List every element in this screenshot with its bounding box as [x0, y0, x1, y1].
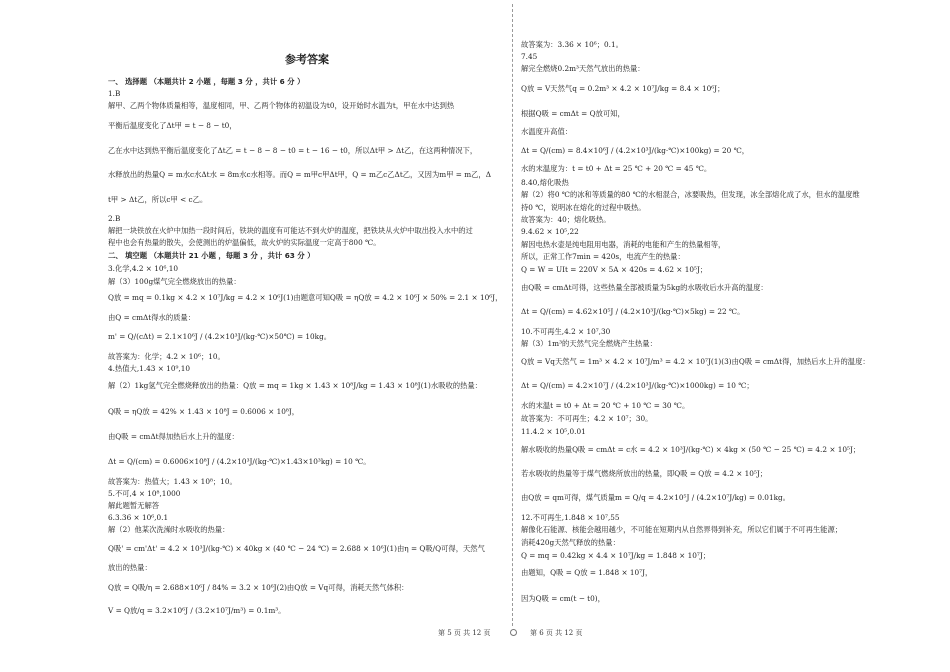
formula-line: Δt = Q/(cm) = 4.2×10⁷J / (4.2×10³J/(kg·℃)×1000kg) = 10 ℃； [521, 381, 754, 390]
solution-text: 由Q吸 = cmΔt得加热后水上升的温度： [108, 432, 239, 441]
solution-text: 解像化石能源、核能会越用越少，不可能在短期内从自然界得到补充，所以它们属于不可再生能源； [521, 525, 843, 534]
formula-line: Q吸 = ηQ放 = 42% × 1.43 × 10⁸J = 0.6006 × 10⁸J， [108, 407, 300, 416]
answer-3: 3.化学,4.2 × 10⁶,10 [108, 264, 179, 273]
formula-line: m' = Q/(cΔt) = 2.1×10⁶J / (4.2×10³J/(kg·℃)×50℃) = 10kg。 [108, 332, 332, 341]
solution-text: 解甲、乙两个物体质量相等，温度相同，甲、乙两个物体的初温设为t0，设开始时水温为t，甲在水中达到热 [108, 101, 455, 110]
solution-text: 由题知，Q吸 = Q放 = 1.848 × 10⁷J， [521, 568, 653, 577]
solution-text: 消耗420g天然气释放的热量： [521, 538, 620, 547]
solution-text: 程中也会有热量的散失，会使测出的炉温偏低，故火炉的实际温度一定高于800 ℃。 [108, 238, 381, 247]
solution-text: 平衡后温度变化了Δt甲 = t − 8 − t0， [108, 121, 237, 130]
page-footer [0, 628, 950, 640]
solution-text: 解（2）将0 ℃的冰和等质量的80 ℃的水相混合，冰要吸热，但发现，冰全部熔化成了水，但水的温度维 [521, 190, 860, 199]
solution-text: 持0 ℃，说明冰在熔化的过程中吸热。 [521, 203, 646, 212]
formula-line: Δt = Q/(cm) = 4.62×10⁵J / (4.2×10³J/(kg·℃)×5kg) = 22 ℃。 [521, 307, 745, 316]
solution-text: 故答案为：化学；4.2 × 10⁶；10。 [108, 352, 225, 361]
solution-text: 所以，正常工作7min = 420s，电流产生的热量： [521, 252, 685, 261]
answer-2: 2.B [108, 214, 121, 223]
solution-text: 解因电热水壶是纯电阻用电器，消耗的电能和产生的热量相等， [521, 240, 726, 249]
solution-text: 由Q = cmΔt得水的质量： [108, 313, 196, 322]
binding-ring-icon [510, 629, 517, 636]
answer-11: 11.4.2 × 10⁵,0.01 [521, 427, 586, 436]
solution-text: 若水吸收的热量等于煤气燃烧所放出的热量，即Q吸 = Q放 = 4.2 × 10⁵J； [521, 469, 768, 478]
solution-text: 放出的热量： [108, 563, 152, 572]
solution-text: 水释放出的热量Q = m水c水Δt水 = 8m水c水相等。而Q = m甲c甲Δt甲，Q = m乙c乙Δt乙，又因为m甲 = m乙，Δ [108, 170, 491, 179]
section-heading-fill: 二、 填空题 （本题共计 21 小题 ，每题 3 分 ，共计 63 分 ） [108, 251, 315, 260]
formula-line: Δt = Q/(cm) = 0.6006×10⁸J / (4.2×10³J/(kg·℃)×1.43×10³kg) = 10 ℃。 [108, 457, 371, 466]
page-title: 参考答案 [285, 53, 329, 66]
formula-line: V = Q放/q = 3.2×10⁶J / (3.2×10⁷J/m³) = 0.1m³。 [108, 606, 286, 615]
formula-line: Q放 = V天然气q = 0.2m³ × 4.2 × 10⁷J/kg = 8.4 × 10⁶J； [521, 84, 725, 93]
formula-line: Δt = Q/(cm) = 8.4×10⁶J / (4.2×10³J/(kg·℃)×100kg) = 20 ℃， [521, 146, 750, 155]
solution-text: 故答案为：40；熔化吸热。 [521, 215, 611, 224]
solution-text: 故答案为：3.36 × 10⁶；0.1。 [521, 40, 623, 49]
answer-7: 7.45 [521, 52, 538, 61]
page-divider [512, 4, 513, 626]
solution-text: 故答案为：热值大；1.43 × 10⁸；10。 [108, 477, 237, 486]
formula-line: Q放 = mq = 0.1kg × 4.2 × 10⁷J/kg = 4.2 × 10⁶J(1)由题意可知Q吸 = ηQ放 = 4.2 × 10⁶J × 50% = 2.1 × 10⁶J， [108, 293, 503, 302]
answer-6: 6.3.36 × 10⁶,0.1 [108, 513, 169, 522]
page-number-left: 第 5 页 共 12 页 [438, 629, 491, 637]
solution-text: 故答案为：不可再生；4.2 × 10⁷；30。 [521, 414, 653, 423]
section-heading-choice: 一、 选择题 （本题共计 2 小题 ，每题 3 分 ，共计 6 分 ） [108, 77, 305, 86]
solution-text: 解（2）他某次洗澡时水吸收的热量： [108, 525, 230, 534]
answer-12: 12.不可再生,1.848 × 10⁷,55 [521, 513, 620, 522]
formula-line: 由Q放 = qm可得，煤气质量m = Q/q = 4.2×10⁵J / (4.2×10⁷J/kg) = 0.01kg。 [521, 493, 790, 502]
solution-text: 解（3）1m³的天然气完全燃烧产生热量： [521, 339, 657, 348]
page-number-right: 第 6 页 共 12 页 [530, 629, 583, 637]
answer-9: 9.4.62 × 10⁵,22 [521, 227, 579, 236]
formula-line: Q吸' = cm'Δt' = 4.2 × 10³J/(kg·℃) × 40kg × (40 ℃ − 24 ℃) = 2.688 × 10⁶J(1)由η = Q吸/Q可得，天然气 [108, 544, 485, 553]
solution-text: 解把一块铁放在火炉中加热一段时间后，铁块的温度有可能达不到火炉的温度，把铁块从火炉中取出投入水中的过 [108, 226, 473, 235]
solution-text: 乙在水中达到热平衡后温度变化了Δt乙 = t − 8 − 8 − t0 = t − 16 − t0，所以Δt甲 > Δt乙，在这两种情况下， [108, 146, 478, 155]
solution-text: 解此题暂无解答 [108, 501, 160, 510]
formula-line: Q = W = UIt = 220V × 5A × 420s = 4.62 × 10⁵J； [521, 265, 708, 274]
solution-text: 水的末温t = t0 + Δt = 20 ℃ + 10 ℃ = 30 ℃。 [521, 401, 690, 410]
answer-10: 10.不可再生,4.2 × 10⁷,30 [521, 327, 611, 336]
solution-text: 水温度升高值： [521, 127, 573, 136]
solution-text: 根据Q吸 = cmΔt = Q放可知， [521, 109, 625, 118]
solution-text: 水的末温度为：t = t0 + Δt = 25 ℃ + 20 ℃ = 45 ℃。 [521, 164, 712, 173]
solution-text: 解（2）1kg氢气完全燃烧释放出的热量：Q放 = mq = 1kg × 1.43 × 10⁸J/kg = 1.43 × 10⁸J(1)水吸收的热量： [108, 381, 482, 390]
solution-text: 解完全燃烧0.2m³天然气放出的热量： [521, 64, 645, 73]
formula-line: 解水吸收的热量Q吸 = cmΔt = c水 = 4.2 × 10³J/(kg·℃) × 4kg × (50 ℃ − 25 ℃) = 4.2 × 10⁵J； [521, 445, 861, 454]
formula-line: Q放 = Vq天然气 = 1m³ × 4.2 × 10⁷J/m³ = 4.2 × 10⁷J(1)(3)由Q吸 = cmΔt得，加热后水上升的温度： [521, 357, 870, 366]
answer-1: 1.B [108, 89, 121, 98]
solution-text: 解（3）100g煤气完全燃烧放出的热量： [108, 277, 241, 286]
answer-4: 4.热值大,1.43 × 10⁹,10 [108, 364, 190, 373]
solution-text: 由Q吸 = cmΔt可得，这些热量全部被质量为5kg的水吸收后水升高的温度： [521, 283, 768, 292]
formula-line: 因为Q吸 = cm(t − t0)， [521, 594, 605, 603]
solution-text: t甲 > Δt乙，所以c甲 < c乙。 [108, 195, 208, 204]
answer-5: 5.不可,4 × 10⁸,1000 [108, 489, 181, 498]
formula-line: Q放 = Q吸/η = 2.688×10⁶J / 84% = 3.2 × 10⁶J(2)由Q放 = Vq可得，消耗天然气体积： [108, 583, 409, 592]
formula-line: Q = mq = 0.42kg × 4.4 × 10⁷J/kg = 1.848 × 10⁷J； [521, 551, 711, 560]
answer-8: 8.40,熔化吸热 [521, 178, 569, 187]
